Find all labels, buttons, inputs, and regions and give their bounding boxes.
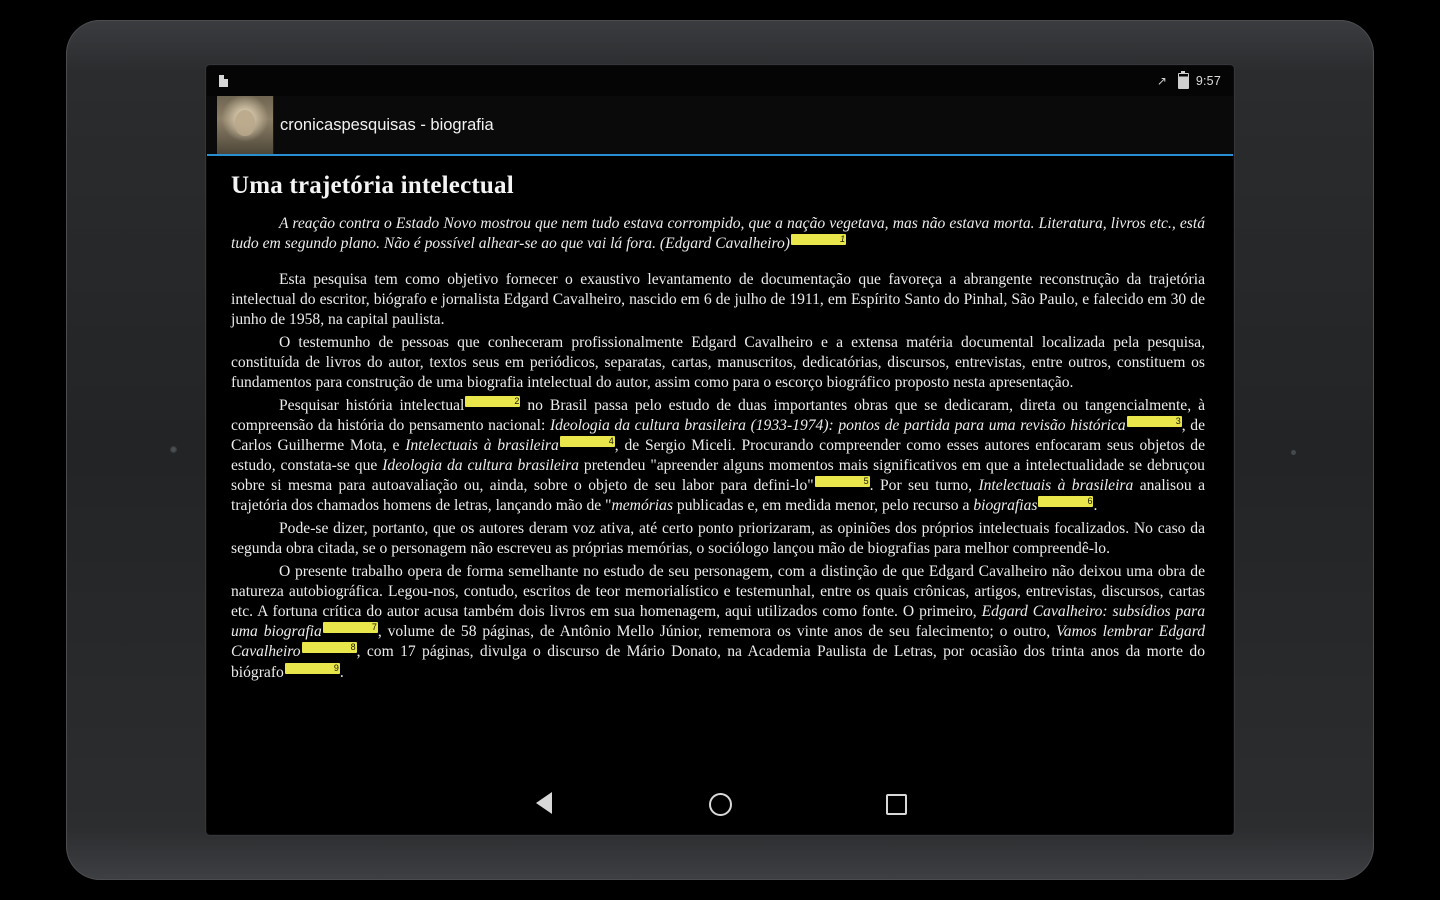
home-circle-icon bbox=[709, 793, 732, 816]
footnote-marker[interactable]: 1 bbox=[791, 234, 846, 245]
document-icon bbox=[219, 75, 228, 87]
italic-text: Vamos lembrar Edgard Cavalheiro bbox=[231, 623, 1205, 661]
document-paragraph bbox=[231, 562, 1205, 682]
footnote-marker[interactable]: 4 bbox=[560, 436, 615, 447]
thumbnail-portrait-icon bbox=[235, 110, 255, 136]
wifi-signal-icon: ↗ bbox=[1156, 74, 1167, 88]
body-text: publicadas e, em medida menor, pelo recurso a bbox=[673, 497, 974, 515]
body-text: , de Sergio Miceli. Procurando compreender como esses autores enfocaram seus objetos de estudo, constata-se que bbox=[231, 437, 1206, 475]
body-text: analisou a trajetória dos chamados homens de letras, lançando mão de " bbox=[231, 477, 1205, 515]
action-bar-title: cronicaspesquisas - biografia bbox=[280, 115, 494, 134]
body-text: pretendeu "apreender alguns momentos mais significativos em que a intelectualidade se debruçou sobre si mesma para autoavaliação ou, ainda, sobre o objeto de seu labor para defini-lo" bbox=[231, 457, 1205, 495]
body-text: . bbox=[339, 663, 344, 681]
document-paragraph bbox=[231, 396, 1205, 517]
italic-text: Ideologia da cultura brasileira (1933-1974): pontos de partida para uma revisão histórica bbox=[549, 417, 1126, 435]
italic-text: Edgard Cavalheiro: subsídios para uma biografia bbox=[231, 603, 1205, 641]
action-bar[interactable] bbox=[207, 96, 1233, 156]
status-bar-right bbox=[1157, 73, 1221, 89]
body-text: . bbox=[1093, 497, 1098, 515]
screen bbox=[207, 66, 1233, 834]
footnote-marker[interactable]: 8 bbox=[302, 642, 357, 653]
tablet-device-frame bbox=[66, 20, 1374, 880]
body-text: no Brasil passa pelo estudo de duas importantes obras que se dedicaram, direta ou tangencialmente, à compreensão da história do pensamento nacional: bbox=[231, 397, 1205, 435]
body-text: Pode-se dizer, portanto, que os autores deram voz ativa, até certo ponto priorizaram, as opiniões dos próprios intelectuais focalizados. No caso da segunda obra citada, se o personagem não escreveu as próprias memórias, o sociólogo lançou mão de biografias para melhor compreendê-lo. bbox=[231, 520, 1205, 558]
body-text: . Por seu turno, bbox=[869, 477, 979, 495]
body-text: , com 17 páginas, divulga o discurso de Mário Donato, na Academia Paulista de Letras, por ocasião dos trinta anos da morte do biógrafo bbox=[231, 643, 1205, 681]
italic-text: Intelectuais à brasileira bbox=[405, 437, 559, 455]
back-triangle-icon bbox=[536, 792, 552, 814]
document-body bbox=[231, 214, 1205, 683]
status-bar-left bbox=[219, 75, 1157, 87]
italic-text: memórias bbox=[611, 497, 674, 515]
body-text: , volume de 58 páginas, de Antônio Mello Júnior, rememora os vinte anos de seu falecimento; o outro, bbox=[377, 623, 1057, 641]
footnote-marker[interactable]: 6 bbox=[1038, 496, 1093, 507]
recents-button[interactable] bbox=[879, 786, 913, 820]
footnote-marker[interactable]: 2 bbox=[465, 396, 520, 407]
italic-text: Intelectuais à brasileira bbox=[978, 477, 1134, 495]
device-screen-bezel bbox=[207, 66, 1233, 834]
document-paragraph bbox=[231, 270, 1205, 330]
battery-icon bbox=[1178, 73, 1189, 89]
document-paragraph bbox=[231, 214, 1205, 254]
back-button[interactable] bbox=[527, 786, 561, 820]
body-text: Pesquisar história intelectual bbox=[279, 397, 465, 414]
body-text: Esta pesquisa tem como objetivo fornecer o exaustivo levantamento de documentação que favoreça a abrangente reconstrução da trajetória intelectual do escritor, biógrafo e jornalista Edgard Cavalheiro, nascido em 6 de julho de 1911, em Espírito Santo do Pinhal, São Paulo, e falecido em 30 de junho de 1958, na capital paulista. bbox=[231, 271, 1205, 328]
app-thumbnail-icon[interactable] bbox=[217, 96, 274, 154]
footnote-marker[interactable]: 3 bbox=[1127, 416, 1182, 427]
document-viewer[interactable] bbox=[207, 156, 1233, 772]
body-text: , de Carlos Guilherme Mota, e bbox=[231, 417, 1206, 455]
footnote-marker[interactable]: 5 bbox=[815, 476, 870, 487]
footnote-marker[interactable]: 9 bbox=[285, 663, 340, 674]
sensor-dot-icon bbox=[1291, 450, 1296, 455]
system-navigation-bar bbox=[207, 772, 1233, 834]
home-button[interactable] bbox=[703, 786, 737, 820]
body-text: O presente trabalho opera de forma semelhante no estudo de seu personagem, com a distinção de que Edgard Cavalheiro não deixou uma obra de natureza autobiográfica. Legou-nos, contudo, escritos de teor memorialístico e testemunhal, entre os quais crônicas, artigos, entrevistas, discursos, cartas etc. A fortuna crítica do autor acusa também dois livros em sua homenagem, aqui utilizados como fonte. O primeiro, bbox=[231, 563, 1205, 621]
status-bar bbox=[207, 66, 1233, 96]
recents-square-icon bbox=[886, 794, 907, 815]
body-text: O testemunho de pessoas que conheceram profissionalmente Edgard Cavalheiro e a extensa matéria documental localizada pela pesquisa, constituída de livros do autor, textos seus em periódicos, separatas, cartas, manuscritos, dedicatórias, discursos, entrevistas, entre outros, constituem os fundamentos para construção de uma biografia intelectual do autor, assim como para o escorço biográfico proposto nesta apresentação. bbox=[231, 333, 1205, 391]
italic-text: Ideologia da cultura brasileira bbox=[382, 457, 579, 475]
italic-text: biografias bbox=[973, 497, 1038, 515]
document-paragraph bbox=[231, 333, 1205, 393]
status-clock: 9:57 bbox=[1195, 74, 1221, 88]
front-camera-icon bbox=[170, 446, 177, 453]
body-text: A reação contra o Estado Novo mostrou que nem tudo estava corrompido, que a nação vegetava, mas não estava morta. Literatura, livros etc., está tudo em segundo plano. Não é possível alhear-se ao que vai lá fora. (Edgard Cavalheiro) bbox=[231, 215, 1205, 253]
footnote-marker[interactable]: 7 bbox=[323, 622, 378, 633]
page-title: Uma trajetória intelectual bbox=[231, 172, 514, 199]
document-paragraph bbox=[231, 519, 1205, 559]
